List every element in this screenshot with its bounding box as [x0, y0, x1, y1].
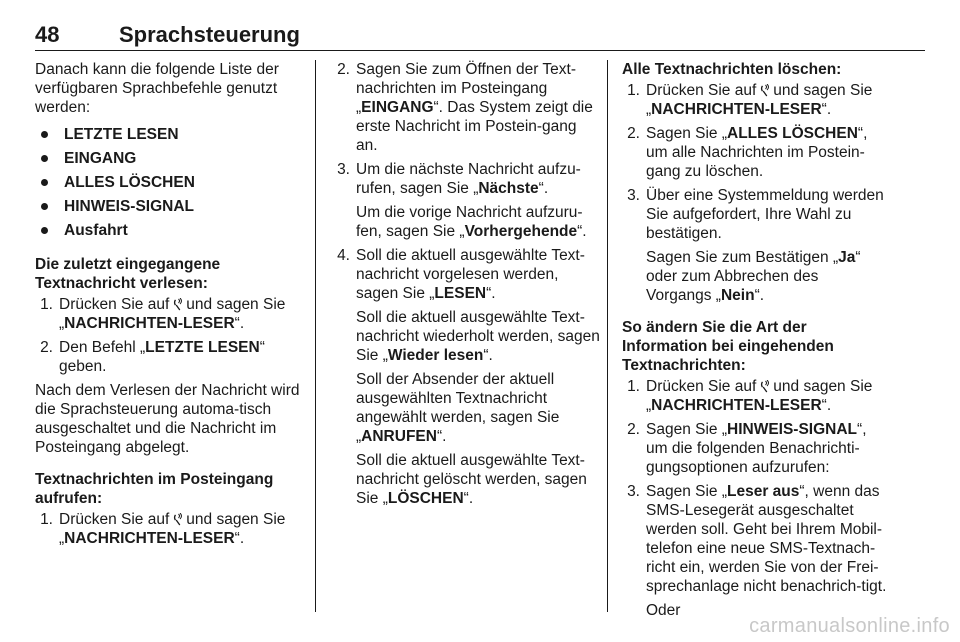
list-item: 2. Den Befehl „LETZTE LESEN“ geben. — [40, 339, 265, 375]
bullet-dot — [41, 203, 48, 210]
voice-control-icon — [172, 513, 183, 526]
column-divider-left — [315, 60, 316, 612]
list-item: 1. Drücken Sie auf und sagen Sie „NACHRICHTEN-LESER“. — [40, 511, 286, 547]
bullet-dot — [41, 227, 48, 234]
list-item: 2. Sagen Sie zum Öffnen der Text-nachrichten im Posteingang „EINGANG“. Das System zeigt die erste Nachricht im Postein-gang an. — [337, 61, 593, 154]
list-item: 1. Drücken Sie auf und sagen Sie „NACHRICHTEN-LESER“. — [40, 296, 286, 332]
voice-control-icon — [759, 84, 770, 97]
command-item: HINWEIS-SIGNAL — [35, 194, 303, 218]
watermark: carmanualsonline.info — [749, 615, 950, 637]
header-rule — [35, 50, 925, 51]
step-list — [35, 510, 303, 548]
step-list — [332, 60, 600, 508]
step-list — [622, 377, 887, 620]
command-item: ALLES LÖSCHEN — [35, 170, 303, 194]
list-item: 1. Drücken Sie auf und sagen Sie „NACHRICHTEN-LESER“. — [627, 82, 873, 118]
section-heading: Alle Textnachrichten löschen: — [622, 61, 842, 78]
list-item: 3. Über eine Systemmeldung werden Sie aufgefordert, Ihre Wahl zu bestätigen. Sagen Sie zum Bestätigen „Ja“ oder zum Abbrechen des Vorgangs „Nein“. — [627, 187, 884, 304]
command-item: LETZTE LESEN — [35, 122, 303, 146]
command-item: Ausfahrt — [35, 218, 303, 242]
paragraph: Nach dem Verlesen der Nachricht wird die Sprachsteuerung automa-tisch ausgeschaltet und die Nachricht im Posteingang abgelegt. — [35, 382, 300, 456]
list-item: 2. Sagen Sie „HINWEIS-SIGNAL“, um die folgenden Benachrichti-gungsoptionen aufzurufen: — [627, 421, 867, 476]
bullet-dot — [41, 155, 48, 162]
command-item: EINGANG — [35, 146, 303, 170]
page-number: 48 — [35, 22, 60, 47]
section-heading: Die zuletzt eingegangene Textnachricht verlesen: — [35, 256, 221, 292]
list-item: 3. Um die nächste Nachricht aufzu-rufen, sagen Sie „Nächste“. Um die vorige Nachricht aufzuru-fen, sagen Sie „Vorhergehende“. — [337, 161, 587, 240]
voice-control-icon — [759, 380, 770, 393]
voice-control-icon — [172, 298, 183, 311]
bullet-dot — [41, 131, 48, 138]
command-list — [35, 122, 303, 242]
step-list — [35, 295, 303, 376]
bullet-dot — [41, 179, 48, 186]
column-3 — [622, 60, 887, 620]
column-divider-right — [607, 60, 608, 612]
list-item: 3. Sagen Sie „Leser aus“, wenn das SMS-Lesegerät ausgeschaltet werden soll. Geht bei Ihrem Mobil-telefon eine neue SMS-Textnach-richt ein, werden Sie von der Frei-sprechanlage nicht benachrich-tigt. Oder — [627, 483, 887, 619]
list-item: 4. Soll die aktuell ausgewählte Text-nachricht vorgelesen werden, sagen Sie „LESEN“. Soll die aktuell ausgewählte Text-nachricht wiederholt werden, sagen Sie „Wieder lesen“. Soll der Absender der aktuell ausgewählten Textnachricht angewählt werden, sagen Sie „ANRUFEN“. Soll die aktuell ausgewählte Text-nachricht gelöscht werden, sagen Sie „LÖSCHEN“. — [337, 247, 600, 507]
list-item: 2. Sagen Sie „ALLES LÖSCHEN“, um alle Nachrichten im Postein-gang zu löschen. — [627, 125, 868, 180]
section-heading: So ändern Sie die Art der Information bei eingehenden Textnachrichten: — [622, 319, 834, 374]
list-item: 1. Drücken Sie auf und sagen Sie „NACHRICHTEN-LESER“. — [627, 378, 873, 414]
column-1 — [35, 60, 303, 548]
intro-text: Danach kann die folgende Liste der verfügbaren Sprachbefehle genutzt werden: — [35, 61, 279, 116]
column-2 — [332, 60, 600, 508]
page-header — [35, 8, 925, 52]
step-list — [622, 81, 887, 305]
section-heading: Textnachrichten im Posteingang aufrufen: — [35, 471, 274, 507]
page-title: Sprachsteuerung — [119, 22, 300, 47]
